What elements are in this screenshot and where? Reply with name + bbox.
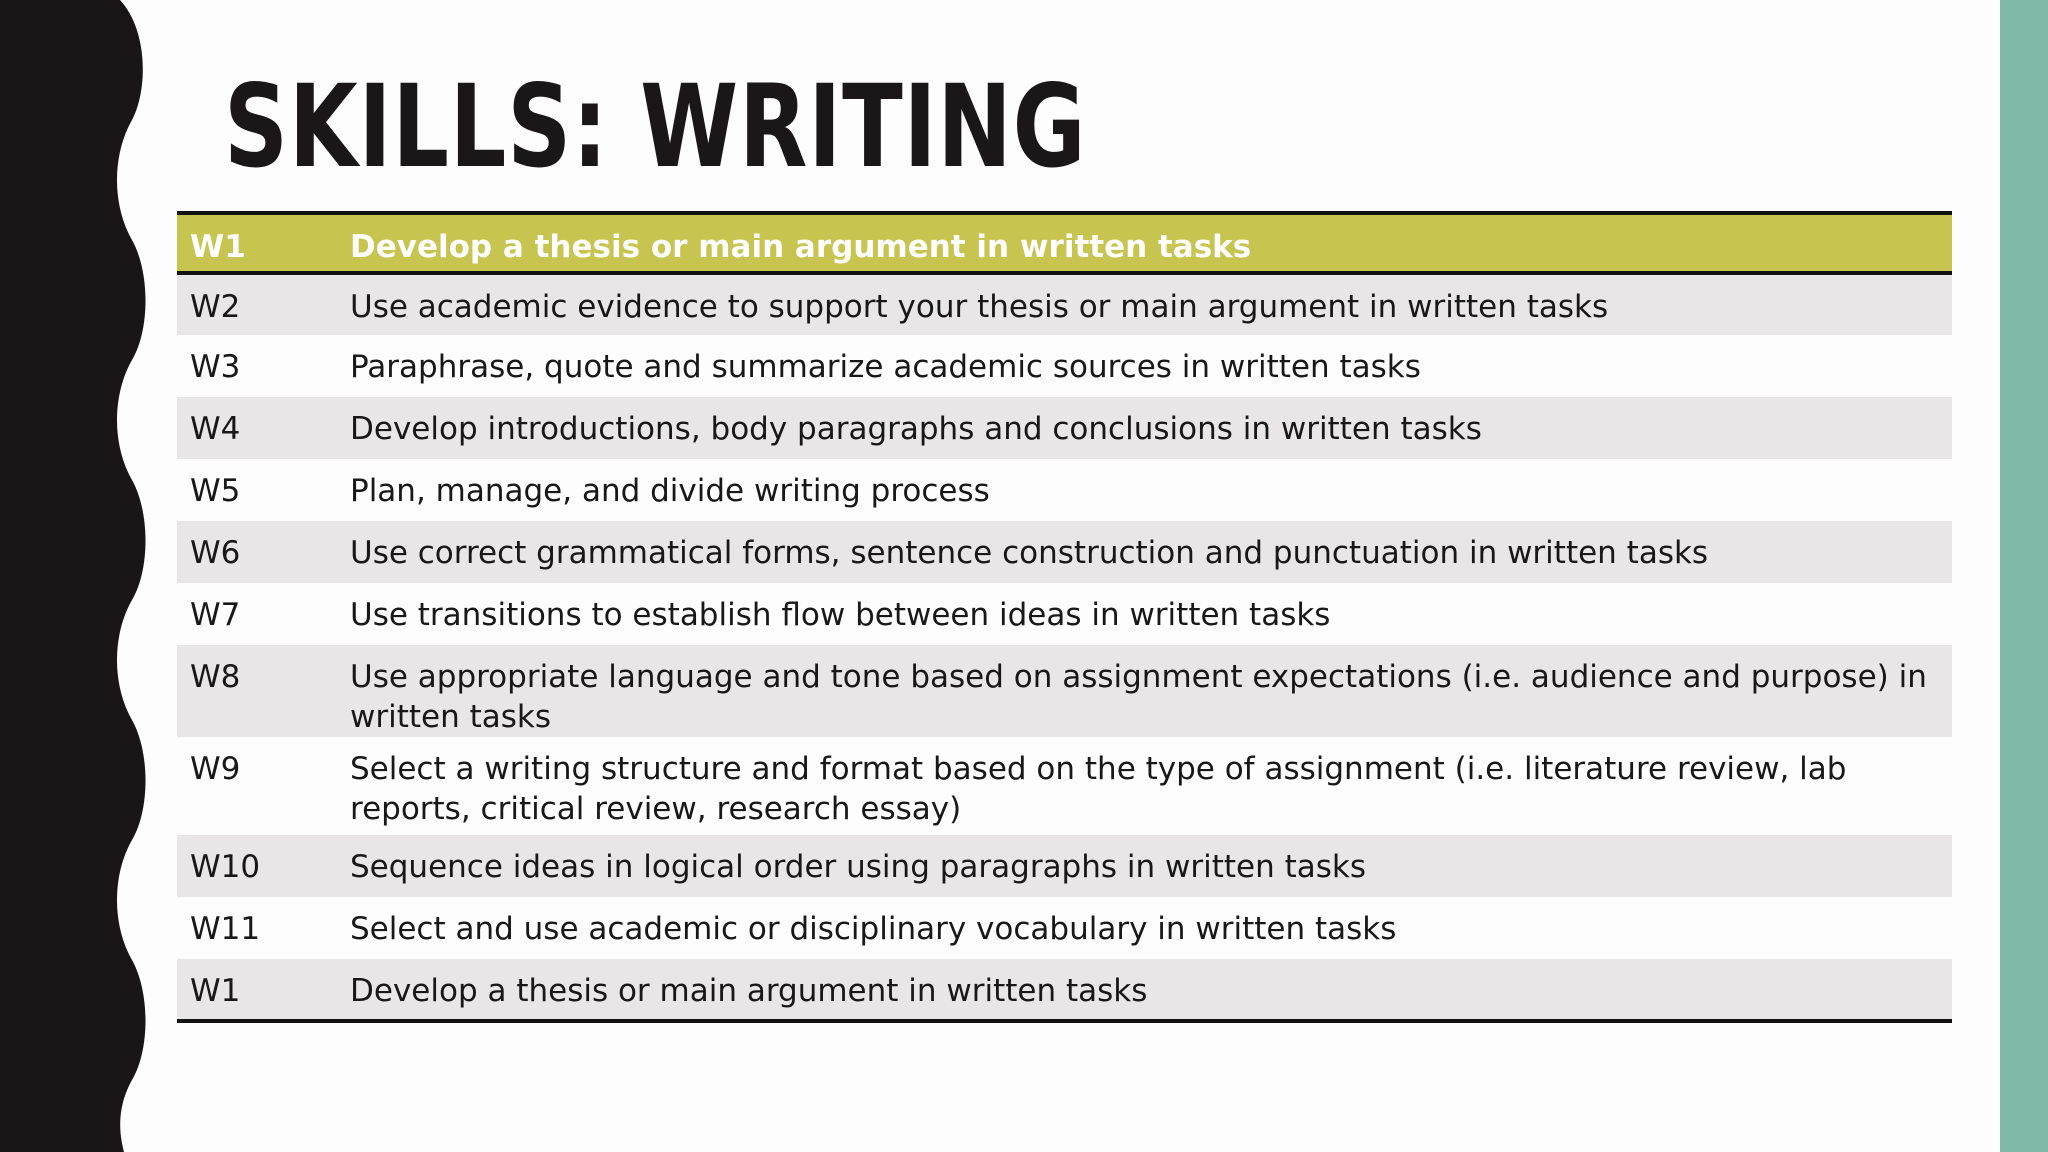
skill-code: W5 [190,473,241,509]
skill-code: W9 [190,751,241,787]
skill-description: Sequence ideas in logical order using paragraphs in written tasks [350,849,1367,885]
accent-bar [2000,0,2048,1152]
table-row [177,645,1952,737]
skill-code: W8 [190,659,241,695]
table-row [177,583,1952,645]
table-row [177,959,1952,1021]
slide-title: SKILLS: WRITING [224,60,1087,193]
skill-code: W7 [190,597,241,633]
table-row [177,737,1952,835]
skill-description: Use transitions to establish flow between ideas in written tasks [350,597,1331,633]
skill-description: Plan, manage, and divide writing process [350,473,990,509]
skill-description: Select and use academic or disciplinary vocabulary in written tasks [350,911,1397,947]
skill-code: W3 [190,349,241,385]
wavy-edge-shape [0,0,146,1152]
table-row [177,459,1952,521]
header-code: W1 [177,213,337,273]
skill-description: Use correct grammatical forms, sentence construction and punctuation in written tasks [350,535,1709,571]
skill-code: W11 [190,911,261,947]
skill-code: W10 [190,849,261,885]
header-description: Develop a thesis or main argument in written tasks [337,213,1952,273]
skill-code: W1 [190,973,241,1009]
skill-description: Develop introductions, body paragraphs and conclusions in written tasks [350,411,1482,447]
skill-description: Develop a thesis or main argument in written tasks [350,973,1148,1009]
skill-description: Use academic evidence to support your thesis or main argument in written tasks [350,289,1609,325]
skill-description: Use appropriate language and tone based on assignment expectations (i.e. audience and purpose) in written tasks [350,659,1927,735]
table-row [177,521,1952,583]
skill-description: Paraphrase, quote and summarize academic sources in written tasks [350,349,1421,385]
table-row [177,397,1952,459]
table-row [177,897,1952,959]
writing-skills-table [177,211,1952,1023]
table-row [177,273,1952,335]
skill-code: W4 [190,411,241,447]
skill-code: W2 [190,289,241,325]
table-header-row [177,213,1952,273]
skill-description: Select a writing structure and format based on the type of assignment (i.e. literature review, lab reports, critical review, research essay) [350,751,1847,827]
skill-code: W6 [190,535,241,571]
table-row [177,835,1952,897]
table-body [177,213,1952,1021]
table-row [177,335,1952,397]
wavy-edge-decoration [0,0,150,1152]
